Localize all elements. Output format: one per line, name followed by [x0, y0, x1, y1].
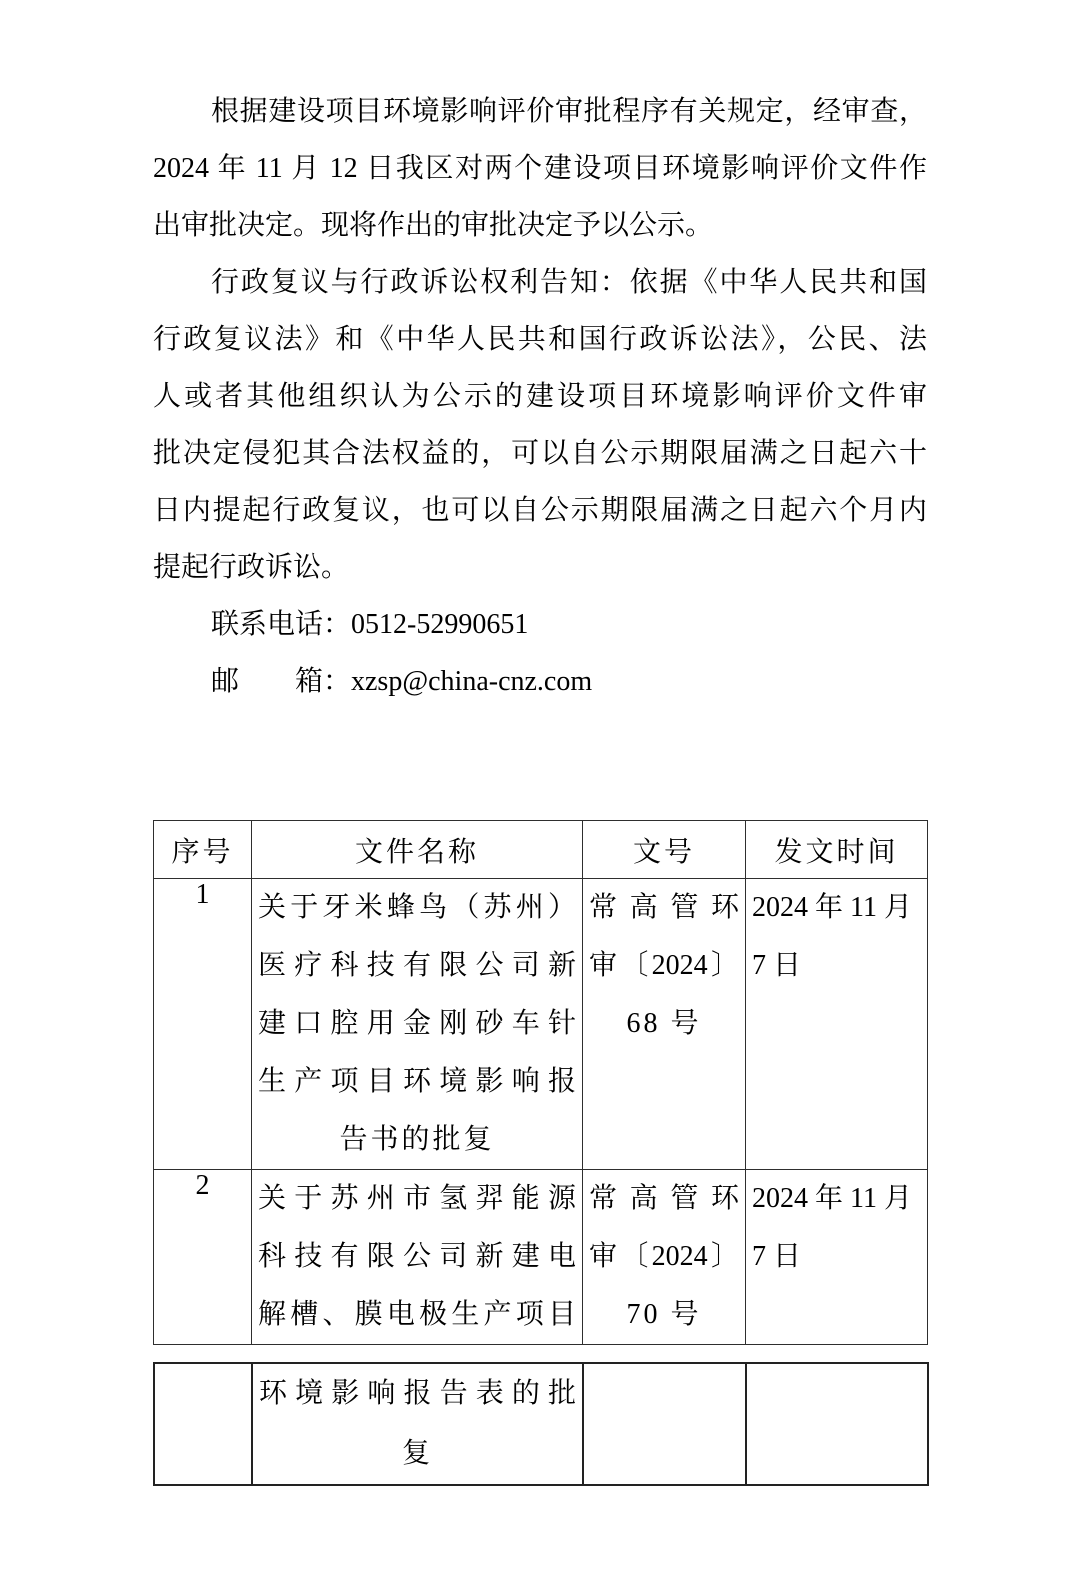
issue-date-line: 7 日 — [752, 950, 802, 981]
col-header-date: 发文时间 — [746, 821, 928, 879]
doc-name-line: 环境影响报告表的批 — [259, 1378, 576, 1409]
doc-name-line: 医疗科技有限公司新 — [258, 950, 576, 981]
issue-date-line: 2024 年 11 月 — [752, 892, 912, 923]
doc-no-line: 70 号 — [626, 1299, 702, 1330]
row-2-doc-no-cell — [583, 1170, 746, 1345]
row-2-doc-name-cell — [252, 1170, 583, 1345]
table-row-2 — [154, 1170, 928, 1345]
col-header-doc-name: 文件名称 — [252, 821, 583, 879]
row-1-index: 1 — [154, 879, 252, 1170]
row-1-doc-name-cell — [252, 879, 583, 1170]
approval-table-continuation — [153, 1362, 929, 1486]
row-2-index: 2 — [154, 1170, 252, 1345]
table-header-row — [154, 821, 928, 879]
body-line-2: 2024 年 11 月 12 日我区对两个建设项目环境影响评价文件作 — [153, 153, 927, 184]
doc-name-line: 关于牙米蜂鸟（苏州） — [258, 892, 576, 923]
row-2-issue-date-cell — [746, 1170, 928, 1345]
col-header-doc-no: 文号 — [583, 821, 746, 879]
contact-email-line: 邮 箱：xzsp@china-cnz.com — [211, 666, 593, 697]
issue-date-line: 7 日 — [752, 1241, 802, 1272]
issue-date-line: 2024 年 11 月 — [752, 1183, 912, 1214]
body-line-4: 行政复议与行政诉讼权利告知：依据《中华人民共和国 — [211, 267, 927, 298]
continuation-index-cell — [154, 1363, 252, 1485]
continuation-row — [154, 1363, 928, 1485]
doc-name-line: 解槽、膜电极生产项目 — [258, 1299, 576, 1330]
contact-phone-line: 联系电话：0512-52990651 — [211, 609, 529, 640]
table-row-1 — [154, 879, 928, 1170]
doc-name-line: 建口腔用金刚砂车针 — [258, 1008, 576, 1039]
row-1-issue-date-cell — [746, 879, 928, 1170]
body-line-6: 人或者其他组织认为公示的建设项目环境影响评价文件审 — [153, 381, 927, 412]
doc-name-line: 关于苏州市氢羿能源 — [258, 1183, 576, 1214]
continuation-doc-no-cell — [583, 1363, 746, 1485]
doc-name-line: 生产项目环境影响报 — [258, 1066, 576, 1097]
continuation-issue-date-cell — [746, 1363, 928, 1485]
doc-name-line: 复 — [401, 1438, 433, 1469]
col-header-index: 序号 — [154, 821, 252, 879]
doc-no-line: 审〔2024〕 — [589, 950, 739, 981]
doc-name-line: 告书的批复 — [339, 1124, 495, 1155]
doc-no-line: 审〔2024〕 — [589, 1241, 739, 1272]
body-line-9: 提起行政诉讼。 — [153, 552, 350, 583]
body-line-7: 批决定侵犯其合法权益的，可以自公示期限届满之日起六十 — [153, 438, 927, 469]
doc-no-line: 68 号 — [626, 1008, 702, 1039]
body-line-5: 行政复议法》和《中华人民共和国行政诉讼法》，公民、法 — [153, 324, 927, 355]
row-1-doc-no-cell — [583, 879, 746, 1170]
body-line-8: 日内提起行政复议，也可以自公示期限届满之日起六个月内 — [153, 495, 927, 526]
body-line-1: 根据建设项目环境影响评价审批程序有关规定，经审查， — [211, 96, 927, 127]
continuation-doc-name-cell — [252, 1363, 583, 1485]
approval-table — [153, 820, 928, 1345]
doc-name-line: 科技有限公司新建电 — [258, 1241, 576, 1272]
body-line-3: 出审批决定。现将作出的审批决定予以公示。 — [153, 210, 714, 241]
document-body — [153, 0, 927, 710]
doc-no-line: 常高管环 — [589, 892, 739, 923]
doc-no-line: 常高管环 — [589, 1183, 739, 1214]
